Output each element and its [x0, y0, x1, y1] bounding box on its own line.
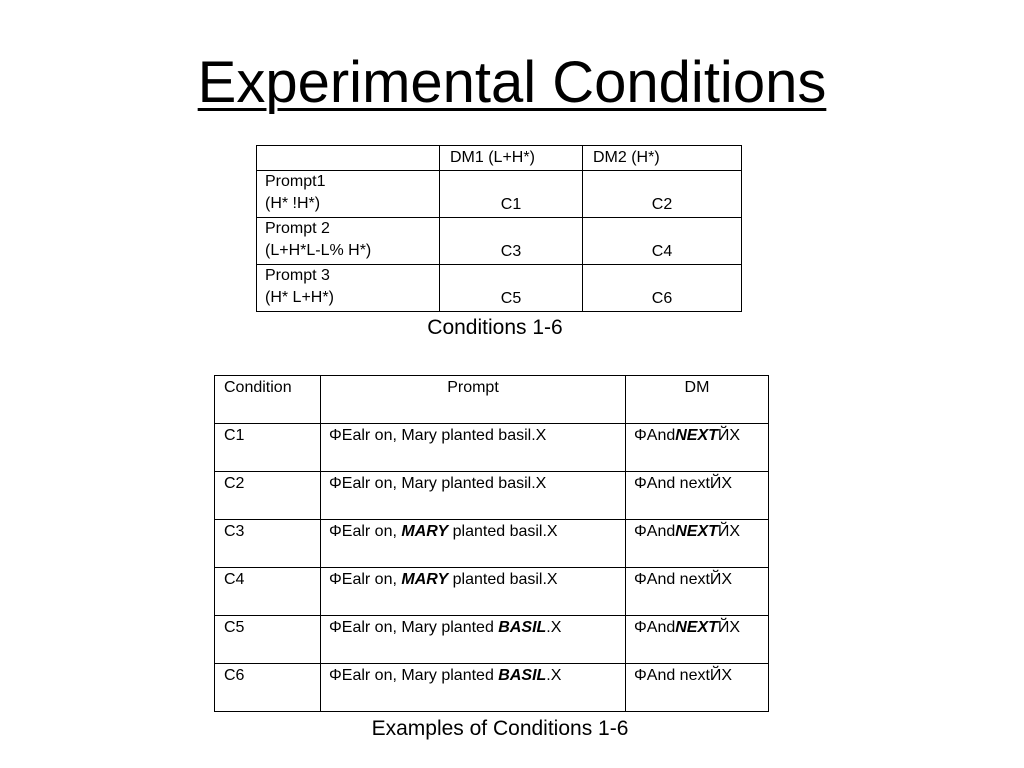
condition-cell: C2 — [583, 171, 742, 218]
header-cell-dm1: DM1 (L+H*) — [440, 146, 583, 171]
prompt-cell — [257, 171, 440, 218]
condition-id: C2 — [215, 472, 321, 520]
table-header-row — [257, 146, 742, 171]
condition-cell: C5 — [440, 265, 583, 312]
text-emphasis: MARY — [401, 571, 449, 588]
prompt-example — [321, 664, 626, 712]
condition-id: C3 — [215, 520, 321, 568]
text-plain: ΦAnd nextЙX — [634, 475, 733, 492]
text-plain: ΦAnd nextЙX — [634, 667, 733, 684]
table1-caption: Conditions 1-6 — [427, 316, 563, 339]
prompt-intonation: (H* L+H*) — [265, 289, 334, 306]
condition-id: C6 — [215, 664, 321, 712]
text-plain: ΦEalr on, Mary planted basil.X — [329, 475, 547, 492]
table-header-row — [215, 376, 769, 424]
prompt-example — [321, 520, 626, 568]
text-emphasis: NEXT — [675, 523, 718, 540]
text-plain: ЙX — [717, 427, 741, 444]
header-cell-empty — [257, 146, 440, 171]
text-plain: ΦEalr on, — [329, 523, 402, 540]
text-plain: ЙX — [717, 523, 741, 540]
header-cell-condition: Condition — [215, 376, 321, 424]
prompt-name: Prompt 3 — [265, 267, 330, 284]
condition-cell: C3 — [440, 218, 583, 265]
text-plain: planted basil.X — [448, 571, 558, 588]
prompt-example — [321, 616, 626, 664]
condition-cell: C4 — [583, 218, 742, 265]
text-plain: ΦAnd — [634, 427, 676, 444]
condition-examples-table — [214, 375, 769, 712]
text-plain: .X — [546, 667, 562, 684]
prompt-intonation: (L+H*L-L% H*) — [265, 242, 372, 259]
dm-example — [626, 616, 769, 664]
text-plain: ΦAnd — [634, 619, 676, 636]
text-emphasis: MARY — [401, 523, 449, 540]
table-row — [257, 171, 742, 218]
text-plain: ЙX — [717, 619, 741, 636]
dm-example — [626, 664, 769, 712]
table-row — [215, 664, 769, 712]
prompt-intonation: (H* !H*) — [265, 195, 321, 212]
prompt-cell — [257, 265, 440, 312]
text-emphasis: NEXT — [675, 619, 718, 636]
page-title: Experimental Conditions — [197, 50, 827, 115]
table-row — [215, 568, 769, 616]
table-row — [215, 520, 769, 568]
text-emphasis: BASIL — [498, 667, 547, 684]
dm-example — [626, 472, 769, 520]
prompt-example — [321, 424, 626, 472]
condition-id: C4 — [215, 568, 321, 616]
table-row — [215, 616, 769, 664]
text-plain: ΦAnd nextЙX — [634, 571, 733, 588]
dm-example — [626, 568, 769, 616]
header-cell-dm2: DM2 (H*) — [583, 146, 742, 171]
condition-cell: C6 — [583, 265, 742, 312]
table-row — [215, 472, 769, 520]
condition-id: C5 — [215, 616, 321, 664]
prompt-example — [321, 472, 626, 520]
prompt-name: Prompt1 — [265, 173, 326, 190]
prompt-example — [321, 568, 626, 616]
table-row — [257, 265, 742, 312]
table-row — [215, 424, 769, 472]
text-emphasis: BASIL — [498, 619, 547, 636]
header-cell-prompt: Prompt — [321, 376, 626, 424]
dm-example — [626, 520, 769, 568]
condition-id: C1 — [215, 424, 321, 472]
table2-caption: Examples of Conditions 1-6 — [371, 717, 629, 740]
text-plain: planted basil.X — [448, 523, 558, 540]
dm-example — [626, 424, 769, 472]
text-emphasis: NEXT — [675, 427, 718, 444]
text-plain: ΦAnd — [634, 523, 676, 540]
prompt-cell — [257, 218, 440, 265]
text-plain: ΦEalr on, Mary planted — [329, 619, 499, 636]
condition-cell: C1 — [440, 171, 583, 218]
text-plain: .X — [546, 619, 562, 636]
text-plain: ΦEalr on, — [329, 571, 402, 588]
text-plain: ΦEalr on, Mary planted basil.X — [329, 427, 547, 444]
table-row — [257, 218, 742, 265]
text-plain: ΦEalr on, Mary planted — [329, 667, 499, 684]
conditions-matrix-table — [256, 145, 742, 312]
prompt-name: Prompt 2 — [265, 220, 330, 237]
header-cell-dm: DM — [626, 376, 769, 424]
